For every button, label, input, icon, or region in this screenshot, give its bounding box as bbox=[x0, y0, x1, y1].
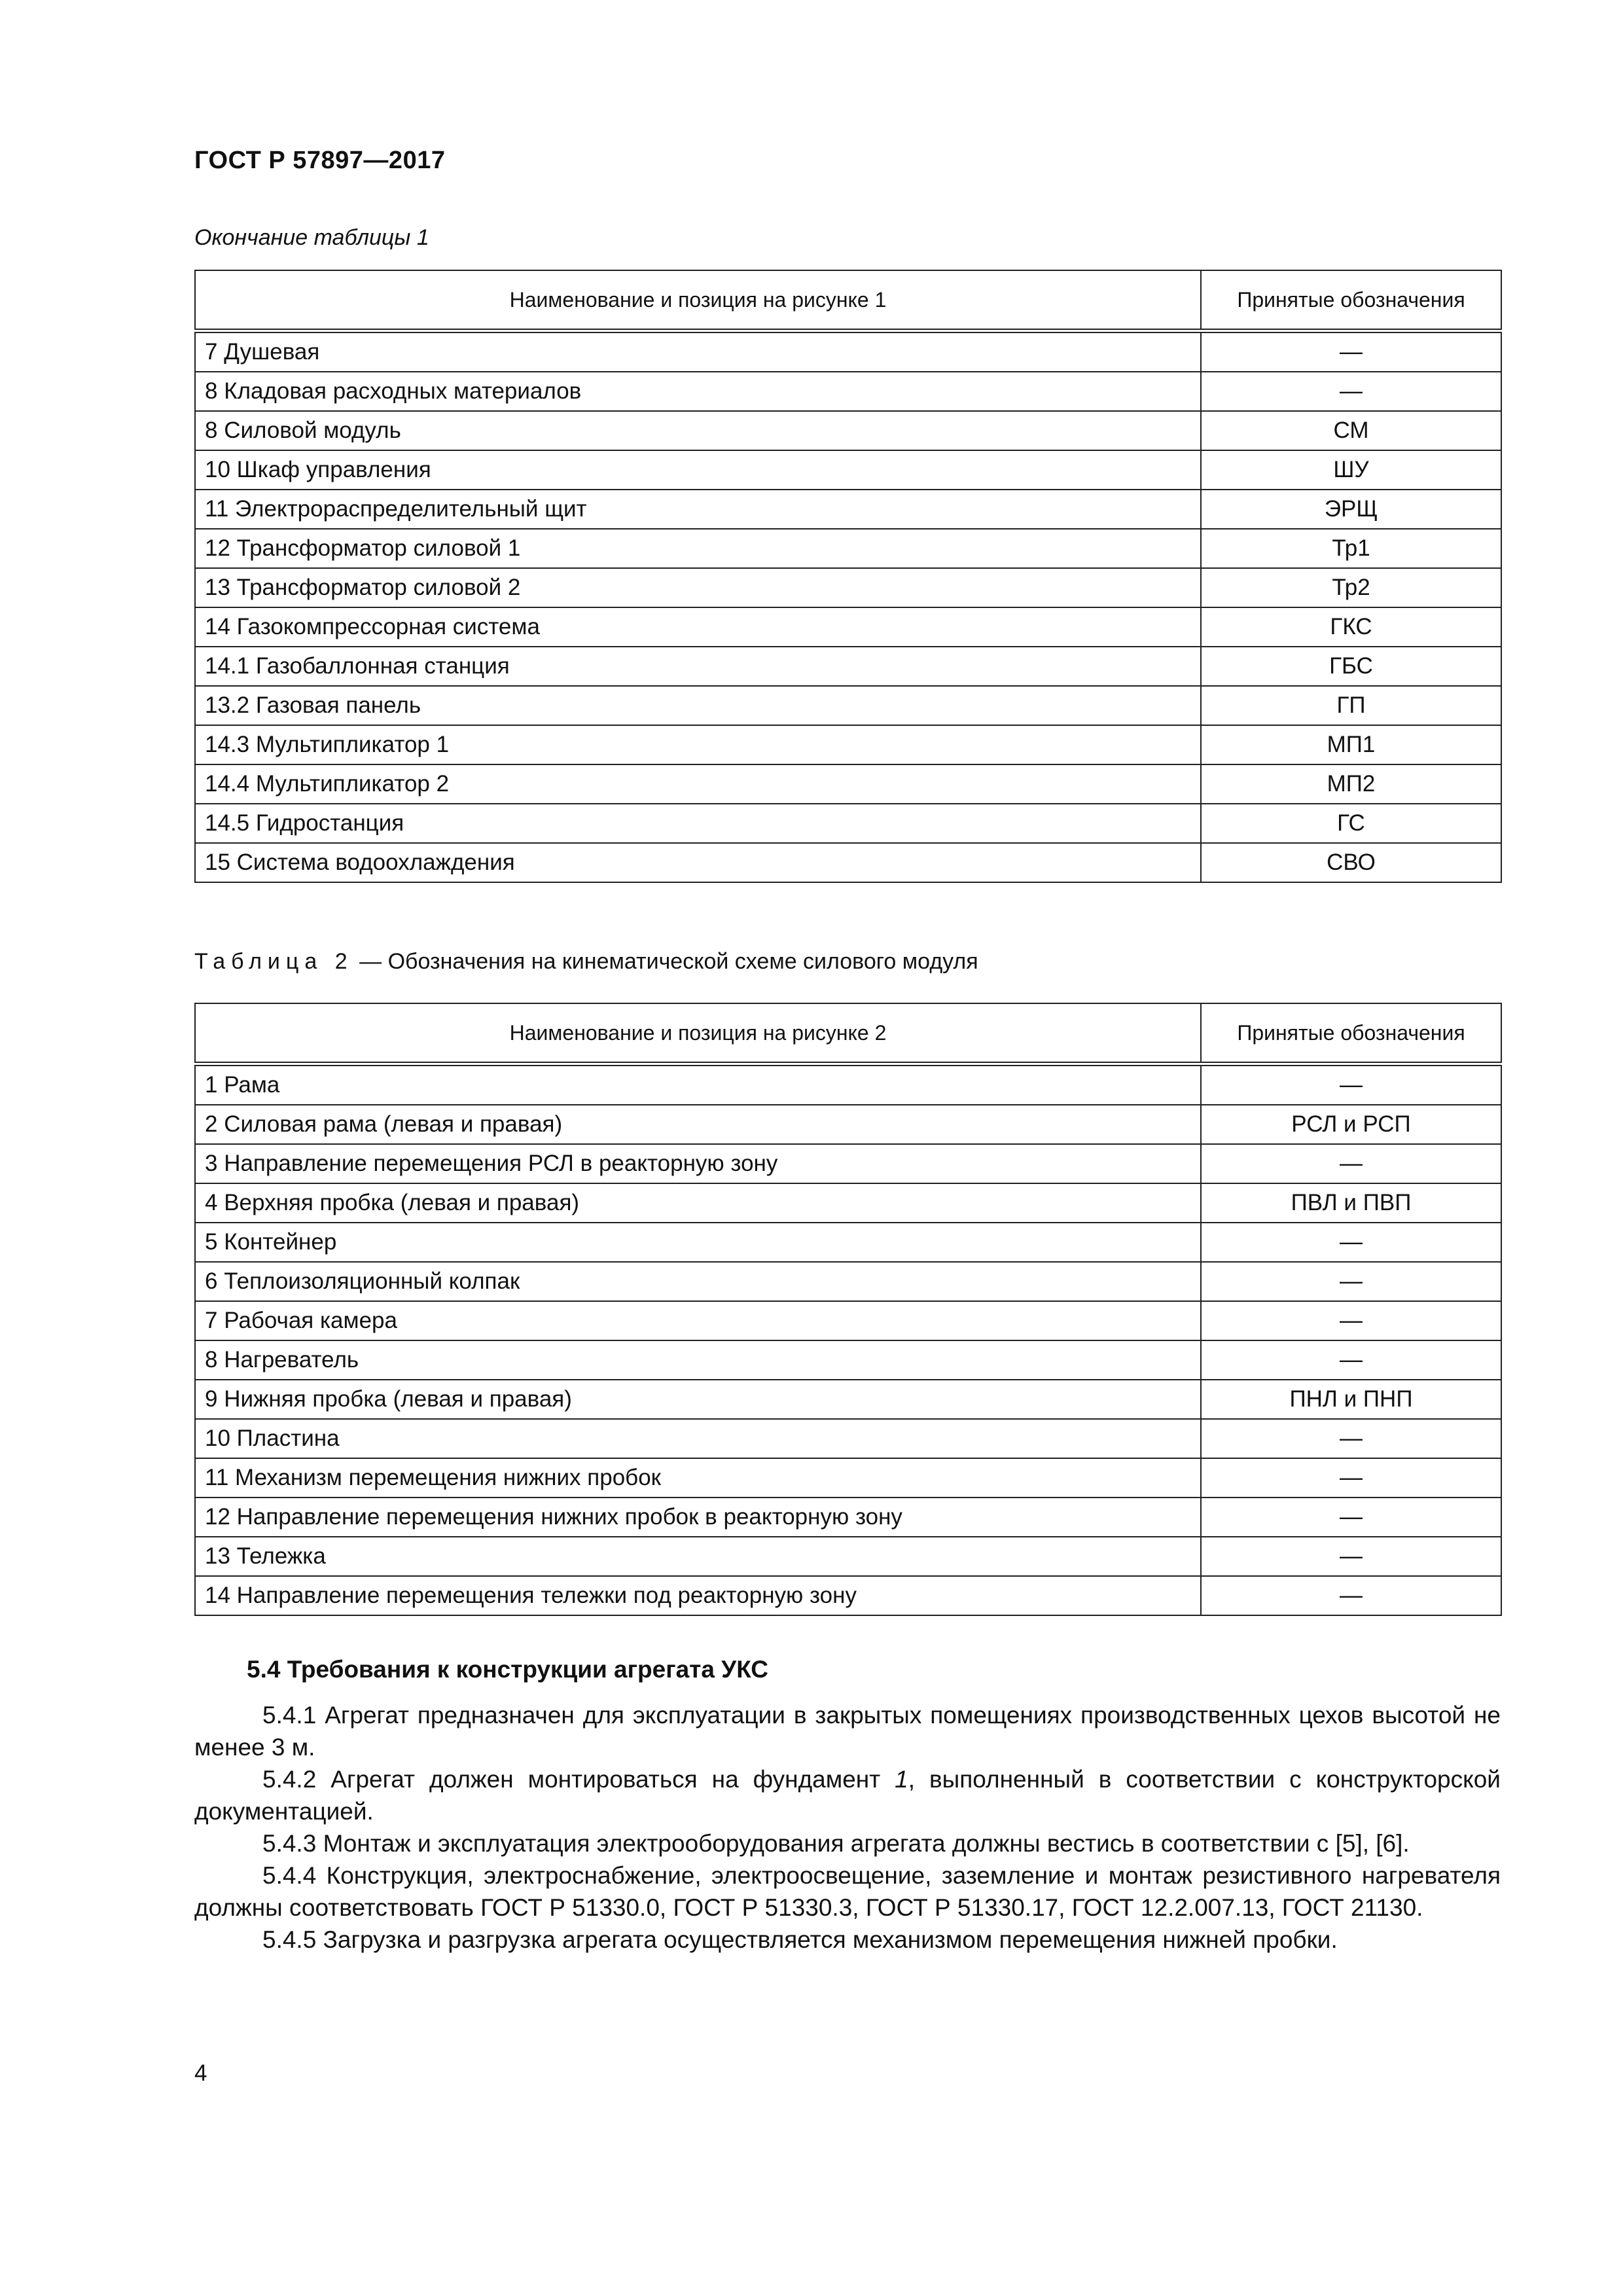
row-symbol-cell: — bbox=[1201, 1262, 1501, 1301]
row-name-cell: 14 Газокомпрессорная система bbox=[195, 607, 1201, 647]
paragraph-5-4-4: 5.4.4 Конструкция, электроснабжение, электроосвещение, заземление и монтаж резистивного нагревателя должны соответствовать ГОСТ Р 51330.0, ГОСТ Р 51330.3, ГОСТ Р 51330.17, ГОСТ 12.2.007.13, ГОСТ 21130. bbox=[194, 1862, 1501, 1921]
row-symbol-cell: — bbox=[1201, 1064, 1501, 1105]
row-name-cell: 14.3 Мультипликатор 1 bbox=[195, 725, 1201, 764]
paragraph-5-4-5: 5.4.5 Загрузка и разгрузка агрегата осуществляется механизмом перемещения нижней пробки. bbox=[262, 1926, 1338, 1953]
row-name-cell: 14.1 Газобаллонная станция bbox=[195, 647, 1201, 686]
table-row bbox=[195, 1262, 1501, 1301]
row-symbol-cell: ГС bbox=[1201, 804, 1501, 843]
row-symbol-cell: — bbox=[1201, 372, 1501, 411]
row-symbol-cell: СВО bbox=[1201, 843, 1501, 882]
table-row bbox=[195, 647, 1501, 686]
row-symbol-cell: ЭРЩ bbox=[1201, 490, 1501, 529]
row-symbol-cell: — bbox=[1201, 1576, 1501, 1615]
table2-header-symbol: Принятые обозначения bbox=[1201, 1003, 1501, 1064]
table-row bbox=[195, 372, 1501, 411]
row-symbol-cell: СМ bbox=[1201, 411, 1501, 450]
row-symbol-cell: — bbox=[1201, 1223, 1501, 1262]
row-symbol-cell: МП1 bbox=[1201, 725, 1501, 764]
table2-caption-label: Таблица 2 bbox=[194, 949, 353, 974]
row-name-cell: 5 Контейнер bbox=[195, 1223, 1201, 1262]
row-name-cell: 13 Трансформатор силовой 2 bbox=[195, 568, 1201, 607]
table-row bbox=[195, 490, 1501, 529]
row-name-cell: 2 Силовая рама (левая и правая) bbox=[195, 1105, 1201, 1144]
row-name-cell: 12 Направление перемещения нижних пробок в реакторную зону bbox=[195, 1498, 1201, 1537]
table-row bbox=[195, 411, 1501, 450]
row-name-cell: 15 Система водоохлаждения bbox=[195, 843, 1201, 882]
table1-header-symbol: Принятые обозначения bbox=[1201, 270, 1501, 331]
table-row bbox=[195, 843, 1501, 882]
table-row bbox=[195, 725, 1501, 764]
row-symbol-cell: — bbox=[1201, 1144, 1501, 1183]
row-symbol-cell: ПВЛ и ПВП bbox=[1201, 1183, 1501, 1223]
table-row bbox=[195, 331, 1501, 372]
table-row bbox=[195, 1380, 1501, 1419]
table-row bbox=[195, 764, 1501, 804]
table-row bbox=[195, 804, 1501, 843]
table2-header-name: Наименование и позиция на рисунке 2 bbox=[195, 1003, 1201, 1064]
paragraph-5-4-1: 5.4.1 Агрегат предназначен для эксплуатации в закрытых помещениях производственных цехов высотой не менее 3 м. bbox=[194, 1702, 1501, 1761]
row-symbol-cell: ПНЛ и ПНП bbox=[1201, 1380, 1501, 1419]
row-symbol-cell: РСЛ и РСП bbox=[1201, 1105, 1501, 1144]
table2-header-row bbox=[195, 1003, 1501, 1064]
table1-body bbox=[195, 331, 1501, 883]
row-name-cell: 12 Трансформатор силовой 1 bbox=[195, 529, 1201, 568]
table-row bbox=[195, 529, 1501, 568]
table2-caption-text: — Обозначения на кинематической схеме силового модуля bbox=[353, 949, 978, 974]
table-row bbox=[195, 1458, 1501, 1498]
table2-body bbox=[195, 1064, 1501, 1616]
table2 bbox=[194, 1003, 1502, 1616]
row-name-cell: 13.2 Газовая панель bbox=[195, 686, 1201, 725]
table1-header-row bbox=[195, 270, 1501, 331]
table-row bbox=[195, 1064, 1501, 1105]
row-name-cell: 10 Шкаф управления bbox=[195, 450, 1201, 490]
table-row bbox=[195, 1144, 1501, 1183]
row-symbol-cell: — bbox=[1201, 1340, 1501, 1380]
table-row bbox=[195, 1340, 1501, 1380]
row-name-cell: 8 Нагреватель bbox=[195, 1340, 1201, 1380]
row-name-cell: 11 Механизм перемещения нижних пробок bbox=[195, 1458, 1201, 1498]
row-symbol-cell: — bbox=[1201, 1301, 1501, 1340]
document-page bbox=[194, 0, 1501, 2296]
table-row bbox=[195, 607, 1501, 647]
row-name-cell: 10 Пластина bbox=[195, 1419, 1201, 1458]
table-row bbox=[195, 1576, 1501, 1615]
row-symbol-cell: Тр1 bbox=[1201, 529, 1501, 568]
row-symbol-cell: ГКС bbox=[1201, 607, 1501, 647]
row-name-cell: 7 Душевая bbox=[195, 331, 1201, 372]
paragraph-5-4-3: 5.4.3 Монтаж и эксплуатация электрооборудования агрегата должны вестись в соответствии с [5], [6]. bbox=[262, 1830, 1410, 1857]
row-symbol-cell: ГБС bbox=[1201, 647, 1501, 686]
page-number: 4 bbox=[194, 2060, 207, 2086]
row-symbol-cell: — bbox=[1201, 1458, 1501, 1498]
table-row bbox=[195, 1105, 1501, 1144]
row-name-cell: 7 Рабочая камера bbox=[195, 1301, 1201, 1340]
table1-header-name: Наименование и позиция на рисунке 1 bbox=[195, 270, 1201, 331]
row-name-cell: 11 Электрораспределительный щит bbox=[195, 490, 1201, 529]
row-symbol-cell: Тр2 bbox=[1201, 568, 1501, 607]
table-row bbox=[195, 686, 1501, 725]
document-title: ГОСТ Р 57897—2017 bbox=[194, 147, 446, 174]
row-name-cell: 8 Кладовая расходных материалов bbox=[195, 372, 1201, 411]
table1 bbox=[194, 270, 1502, 883]
section-5-4 bbox=[194, 1656, 1501, 1956]
table-row bbox=[195, 1537, 1501, 1576]
table2-caption bbox=[194, 949, 978, 975]
row-name-cell: 14 Направление перемещения тележки под реакторную зону bbox=[195, 1576, 1201, 1615]
row-name-cell: 9 Нижняя пробка (левая и правая) bbox=[195, 1380, 1201, 1419]
row-name-cell: 3 Направление перемещения РСЛ в реакторную зону bbox=[195, 1144, 1201, 1183]
table-row bbox=[195, 1498, 1501, 1537]
row-name-cell: 1 Рама bbox=[195, 1064, 1201, 1105]
row-symbol-cell: — bbox=[1201, 1498, 1501, 1537]
table-row bbox=[195, 1183, 1501, 1223]
section-heading: 5.4 Требования к конструкции агрегата УКС bbox=[247, 1656, 769, 1683]
table-row bbox=[195, 450, 1501, 490]
row-name-cell: 8 Силовой модуль bbox=[195, 411, 1201, 450]
table-row bbox=[195, 1223, 1501, 1262]
row-symbol-cell: ШУ bbox=[1201, 450, 1501, 490]
row-name-cell: 6 Теплоизоляционный колпак bbox=[195, 1262, 1201, 1301]
row-symbol-cell: МП2 bbox=[1201, 764, 1501, 804]
row-symbol-cell: — bbox=[1201, 1419, 1501, 1458]
paragraph-5-4-2: 5.4.2 Агрегат должен монтироваться на фундамент 1, выполненный в соответствии с конструкторской документацией. bbox=[194, 1766, 1501, 1825]
row-name-cell: 14.5 Гидростанция bbox=[195, 804, 1201, 843]
table1-caption: Окончание таблицы 1 bbox=[194, 225, 429, 250]
row-name-cell: 14.4 Мультипликатор 2 bbox=[195, 764, 1201, 804]
table-row bbox=[195, 568, 1501, 607]
table-row bbox=[195, 1301, 1501, 1340]
row-symbol-cell: — bbox=[1201, 1537, 1501, 1576]
row-symbol-cell: — bbox=[1201, 331, 1501, 372]
row-name-cell: 13 Тележка bbox=[195, 1537, 1201, 1576]
table-row bbox=[195, 1419, 1501, 1458]
row-symbol-cell: ГП bbox=[1201, 686, 1501, 725]
row-name-cell: 4 Верхняя пробка (левая и правая) bbox=[195, 1183, 1201, 1223]
